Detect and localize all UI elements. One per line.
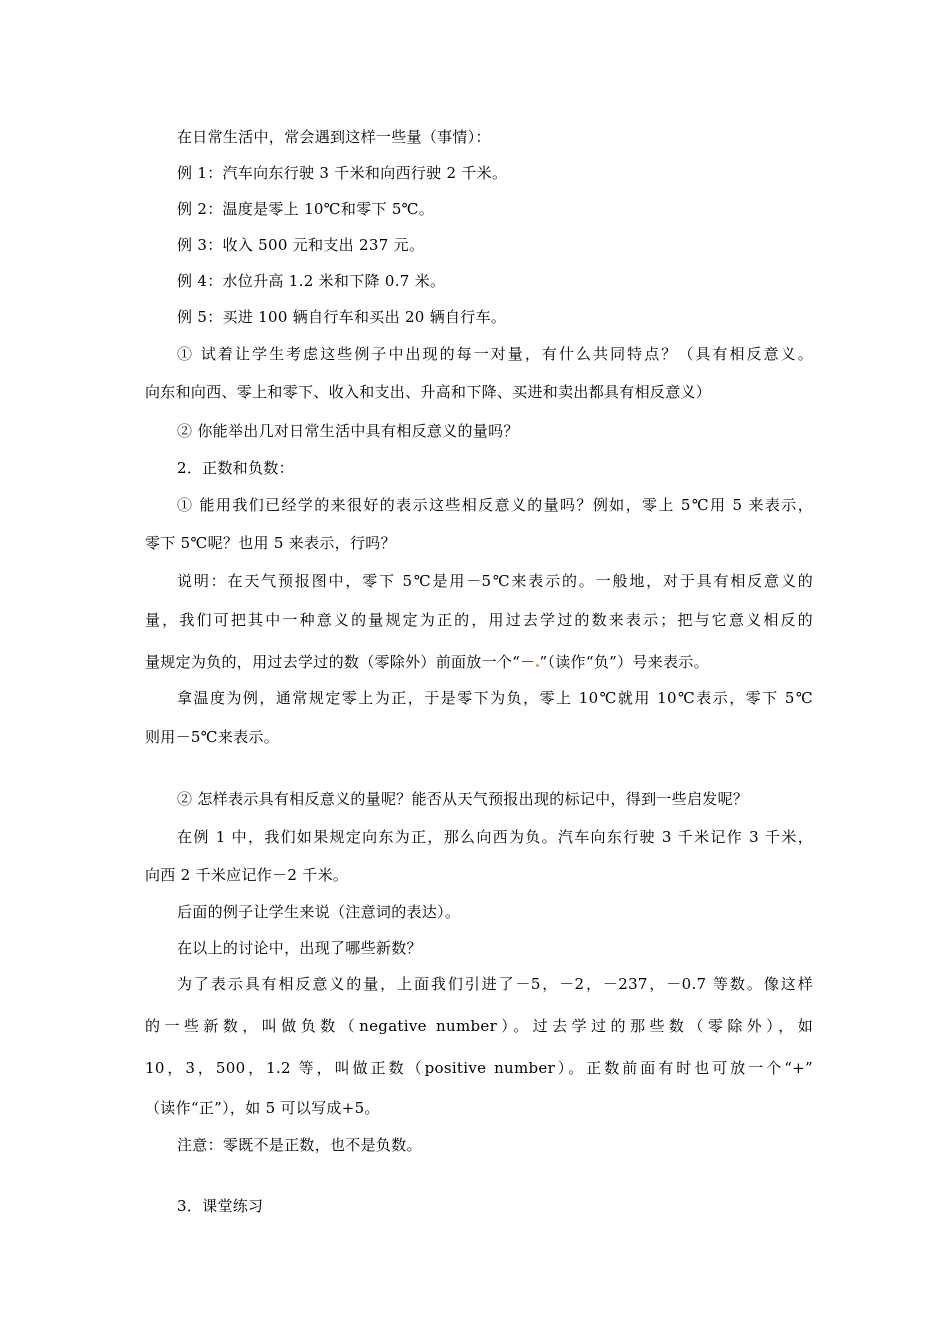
- question-1-line-2: 向东和向西、零上和零下、收入和支出、升高和下降、买进和卖出都具有相反意义）: [145, 383, 712, 401]
- explanation-line-3-part-b: ”（读作“负”）号来表示。: [539, 653, 709, 671]
- definition-line-4: （读作“正”），如 5 可以写成+5。: [145, 1099, 380, 1117]
- example-5: 例 5：买进 100 辆自行车和买出 20 辆自行车。: [177, 308, 507, 326]
- temperature-line-2: 则用－5℃来表示。: [145, 728, 280, 746]
- zero-note: 注意：零既不是正数，也不是负数。: [177, 1136, 422, 1154]
- explanation-line-2: 量，我们可把其中一种意义的量规定为正的，用过去学过的数来表示；把与它意义相反的: [145, 611, 813, 629]
- explanation-line-1: 说明：在天气预报图中，零下 5℃是用－5℃来表示的。一般地，对于具有相反意义的: [177, 572, 813, 590]
- explanation-line-3-part-a: 量规定为负的，用过去学过的数（零除外）前面放一个“－: [145, 653, 536, 671]
- section-2-heading: 2．正数和负数：: [177, 459, 294, 477]
- intro-line: 在日常生活中，常会遇到这样一些量（事情）：: [177, 128, 491, 146]
- para-positive-negative-line-2: 零下 5℃呢？也用 5 来表示，行吗？: [145, 534, 396, 552]
- para-positive-negative-line-1: ① 能用我们已经学的来很好的表示这些相反意义的量吗？例如，零上 5℃用 5 来表示，: [177, 496, 813, 514]
- new-numbers-question: 在以上的讨论中，出现了哪些新数？: [177, 939, 422, 957]
- definition-line-2: 的一些新数，叫做负数（negative number）。过去学过的那些数（零除外），如: [145, 1017, 813, 1035]
- section-3-heading: 3．课堂练习: [177, 1197, 264, 1215]
- definition-line-1: 为了表示具有相反意义的量，上面我们引进了－5，－2，－237，－0.7 等数。像这样: [177, 975, 813, 993]
- example-4: 例 4：水位升高 1.2 米和下降 0.7 米。: [177, 272, 446, 290]
- example-3: 例 3：收入 500 元和支出 237 元。: [177, 236, 425, 254]
- question-how-to-represent: ② 怎样表示具有相反意义的量呢？能否从天气预报出现的标记中，得到一些启发呢？: [177, 790, 749, 808]
- example-1-explanation-line-2: 向西 2 千米应记作－2 千米。: [145, 866, 349, 884]
- definition-line-3: 10，3，500，1.2 等，叫做正数（positive number）。正数前面有时也可放一个“+”: [145, 1059, 813, 1077]
- example-1: 例 1：汽车向东行驶 3 千米和向西行驶 2 千米。: [177, 164, 508, 182]
- example-1-explanation-line-1: 在例 1 中，我们如果规定向东为正，那么向西为负。汽车向东行驶 3 千米记作 3 千米，: [177, 828, 813, 846]
- student-example-note: 后面的例子让学生来说（注意词的表达）。: [177, 903, 461, 921]
- temperature-line-1: 拿温度为例，通常规定零上为正，于是零下为负，零上 10℃就用 10℃表示，零下 5℃: [177, 689, 813, 707]
- question-1-line-1: ① 试着让学生考虑这些例子中出现的每一对量，有什么共同特点？（具有相反意义。: [177, 345, 813, 363]
- example-2: 例 2：温度是零上 10℃和零下 5℃。: [177, 200, 435, 218]
- question-2: ② 你能举出几对日常生活中具有相反意义的量吗？: [177, 422, 519, 440]
- explanation-line-3: [145, 652, 709, 672]
